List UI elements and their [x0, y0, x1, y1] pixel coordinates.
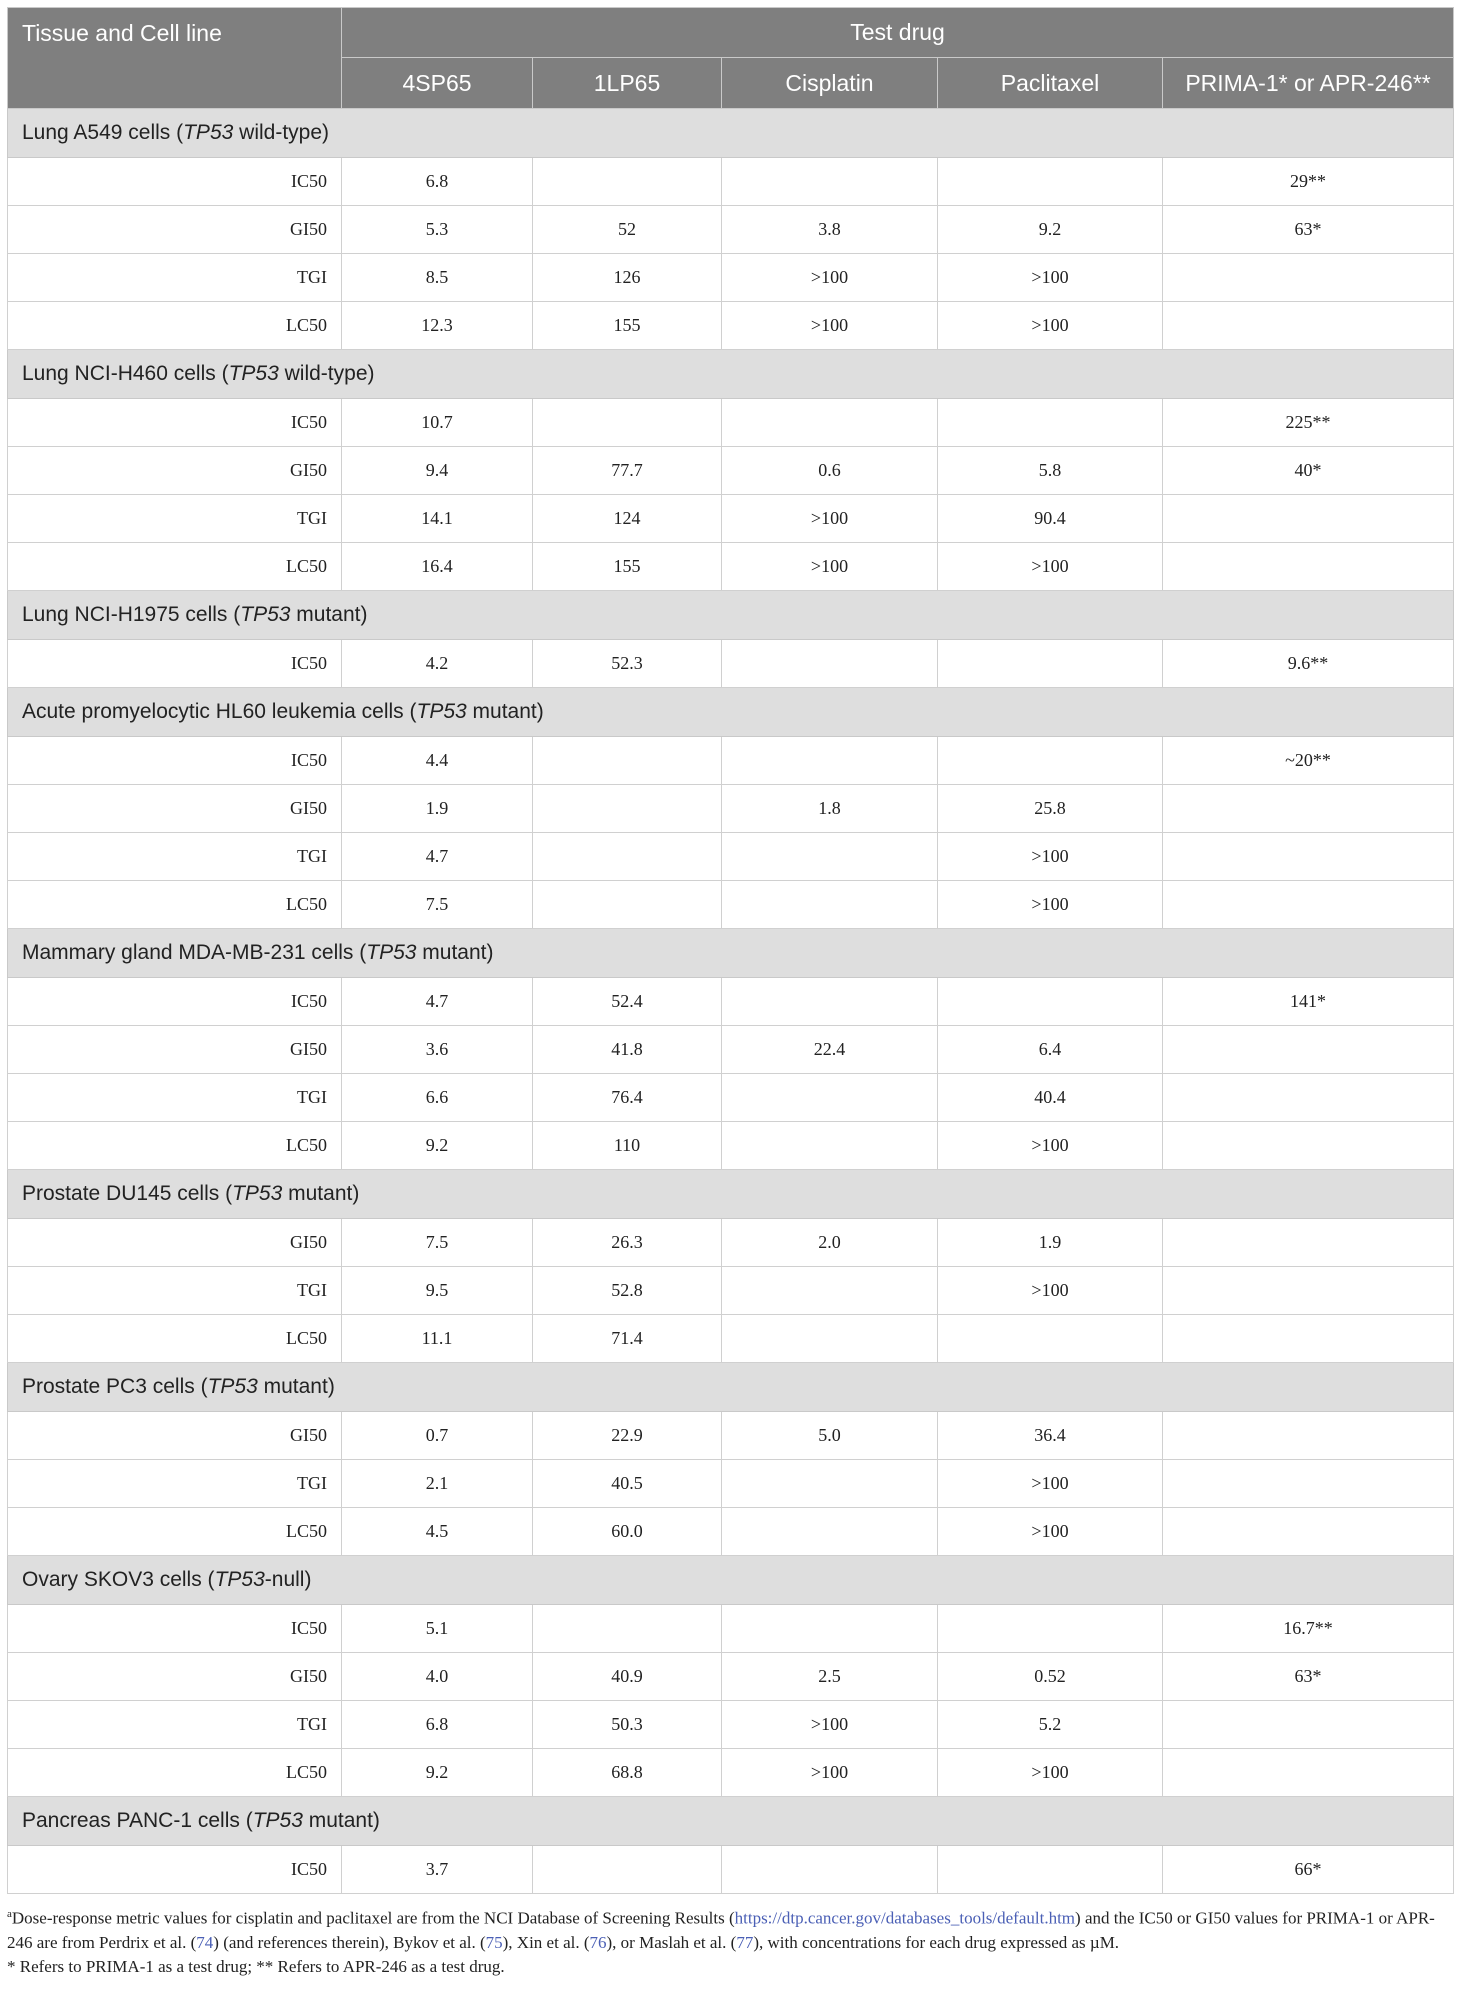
metric-cell: TGI: [8, 495, 342, 543]
section-label-text: mutant): [257, 1375, 335, 1398]
gene-name: TP53: [416, 700, 467, 723]
value-cell: 3.7: [342, 1846, 533, 1894]
metric-cell: IC50: [8, 1605, 342, 1653]
value-cell: [1163, 833, 1454, 881]
value-cell: 155: [533, 543, 722, 591]
value-cell: 41.8: [533, 1026, 722, 1074]
table-row: [8, 1412, 1454, 1460]
gene-name: TP53: [366, 941, 417, 964]
table-row: [8, 206, 1454, 254]
value-cell: 40.5: [533, 1460, 722, 1508]
value-cell: 110: [533, 1122, 722, 1170]
value-cell: [1163, 1267, 1454, 1315]
value-cell: ~20**: [1163, 737, 1454, 785]
value-cell: 14.1: [342, 495, 533, 543]
metric-cell: TGI: [8, 833, 342, 881]
footnote-text: ), or Maslah et al. (: [606, 1932, 737, 1952]
value-cell: 6.8: [342, 158, 533, 206]
value-cell: >100: [722, 1701, 938, 1749]
value-cell: [722, 881, 938, 929]
value-cell: [722, 833, 938, 881]
value-cell: [1163, 785, 1454, 833]
value-cell: >100: [938, 1122, 1163, 1170]
section-row: [8, 1363, 1454, 1412]
section-row: [8, 1170, 1454, 1219]
value-cell: [722, 737, 938, 785]
value-cell: 68.8: [533, 1749, 722, 1797]
table-row: [8, 447, 1454, 495]
section-label-text: Pancreas PANC-1 cells (: [22, 1809, 253, 1832]
metric-cell: TGI: [8, 1074, 342, 1122]
section-label: [8, 109, 1454, 158]
value-cell: 52.4: [533, 978, 722, 1026]
value-cell: [938, 399, 1163, 447]
value-cell: >100: [938, 1508, 1163, 1556]
value-cell: [1163, 543, 1454, 591]
value-cell: 3.6: [342, 1026, 533, 1074]
table-row: [8, 640, 1454, 688]
section-row: [8, 688, 1454, 737]
gene-name: TP53: [232, 1182, 283, 1205]
table-row: [8, 1460, 1454, 1508]
table-row: [8, 1846, 1454, 1894]
header-row-label: Tissue and Cell line: [8, 8, 342, 109]
value-cell: 9.5: [342, 1267, 533, 1315]
value-cell: 5.1: [342, 1605, 533, 1653]
value-cell: 52: [533, 206, 722, 254]
table-body: [8, 109, 1454, 1894]
value-cell: 36.4: [938, 1412, 1163, 1460]
ncidb-link[interactable]: https://dtp.cancer.gov/databases_tools/default.htm: [734, 1908, 1076, 1928]
section-row: [8, 1556, 1454, 1605]
metric-cell: IC50: [8, 399, 342, 447]
table-row: [8, 1026, 1454, 1074]
section-label-text: Mammary gland MDA-MB-231 cells (: [22, 941, 367, 964]
value-cell: [722, 640, 938, 688]
metric-cell: IC50: [8, 737, 342, 785]
section-label-text: Ovary SKOV3 cells (: [22, 1568, 215, 1591]
value-cell: 141*: [1163, 978, 1454, 1026]
value-cell: [1163, 1026, 1454, 1074]
section-label: [8, 1556, 1454, 1605]
value-cell: [938, 158, 1163, 206]
section-label-text: Lung NCI-H460 cells (: [22, 362, 229, 385]
value-cell: >100: [938, 1749, 1163, 1797]
value-cell: 52.3: [533, 640, 722, 688]
metric-cell: GI50: [8, 1653, 342, 1701]
value-cell: 5.3: [342, 206, 533, 254]
gene-name: TP53: [207, 1375, 258, 1398]
section-label-text: Prostate PC3 cells (: [22, 1375, 208, 1398]
value-cell: [533, 737, 722, 785]
value-cell: 0.6: [722, 447, 938, 495]
metric-cell: LC50: [8, 881, 342, 929]
metric-cell: LC50: [8, 302, 342, 350]
value-cell: >100: [938, 302, 1163, 350]
value-cell: 16.7**: [1163, 1605, 1454, 1653]
header-group-label: Test drug: [342, 8, 1454, 58]
value-cell: 8.5: [342, 254, 533, 302]
value-cell: 22.4: [722, 1026, 938, 1074]
value-cell: [1163, 302, 1454, 350]
value-cell: 63*: [1163, 206, 1454, 254]
value-cell: [533, 158, 722, 206]
metric-cell: GI50: [8, 206, 342, 254]
metric-cell: GI50: [8, 1219, 342, 1267]
table-row: [8, 737, 1454, 785]
section-label-text: mutant): [290, 603, 368, 626]
header-drug: Cisplatin: [722, 58, 938, 109]
value-cell: 4.0: [342, 1653, 533, 1701]
section-label: [8, 1170, 1454, 1219]
value-cell: [722, 1315, 938, 1363]
gene-name: TP53: [240, 603, 291, 626]
metric-cell: TGI: [8, 1701, 342, 1749]
value-cell: 1.8: [722, 785, 938, 833]
footnote-legend: * Refers to PRIMA-1 as a test drug; ** Refers to APR-246 as a test drug.: [7, 1956, 505, 1976]
value-cell: >100: [722, 302, 938, 350]
footnote-text: ) (and references therein), Bykov et al. (: [213, 1932, 486, 1952]
value-cell: 29**: [1163, 158, 1454, 206]
value-cell: [722, 1508, 938, 1556]
value-cell: 1.9: [342, 785, 533, 833]
metric-cell: TGI: [8, 1460, 342, 1508]
ref-link[interactable]: 76: [589, 1932, 607, 1952]
metric-cell: GI50: [8, 785, 342, 833]
value-cell: 124: [533, 495, 722, 543]
footnote-marker: a: [7, 1908, 12, 1920]
value-cell: 5.0: [722, 1412, 938, 1460]
metric-cell: LC50: [8, 1315, 342, 1363]
value-cell: 22.9: [533, 1412, 722, 1460]
table-row: [8, 1122, 1454, 1170]
metric-cell: LC50: [8, 1508, 342, 1556]
value-cell: >100: [722, 495, 938, 543]
value-cell: 2.0: [722, 1219, 938, 1267]
table-row: [8, 881, 1454, 929]
metric-cell: LC50: [8, 1122, 342, 1170]
value-cell: [1163, 1315, 1454, 1363]
value-cell: [1163, 1412, 1454, 1460]
header-drug: 1LP65: [533, 58, 722, 109]
drug-response-table: [7, 7, 1454, 1894]
value-cell: 6.4: [938, 1026, 1163, 1074]
value-cell: [1163, 1074, 1454, 1122]
value-cell: [722, 1074, 938, 1122]
data-table-container: [7, 7, 1453, 1894]
value-cell: 2.5: [722, 1653, 938, 1701]
value-cell: 5.2: [938, 1701, 1163, 1749]
value-cell: [722, 978, 938, 1026]
footnote-text: ), Xin et al. (: [502, 1932, 590, 1952]
metric-cell: IC50: [8, 1846, 342, 1894]
value-cell: [533, 833, 722, 881]
value-cell: 66*: [1163, 1846, 1454, 1894]
footnote-text: ) and the IC50 or GI50 values for PRIMA-1 or APR-246 are from Perdrix et al. (: [7, 1908, 1435, 1952]
table-row: [8, 1074, 1454, 1122]
value-cell: 77.7: [533, 447, 722, 495]
section-row: [8, 929, 1454, 978]
value-cell: 40*: [1163, 447, 1454, 495]
value-cell: [1163, 1122, 1454, 1170]
value-cell: >100: [938, 1267, 1163, 1315]
value-cell: 25.8: [938, 785, 1163, 833]
value-cell: [1163, 1749, 1454, 1797]
value-cell: [1163, 254, 1454, 302]
section-label-text: Lung A549 cells (: [22, 121, 184, 144]
value-cell: [1163, 881, 1454, 929]
value-cell: [938, 1846, 1163, 1894]
value-cell: 126: [533, 254, 722, 302]
table-row: [8, 1653, 1454, 1701]
value-cell: [1163, 495, 1454, 543]
value-cell: 155: [533, 302, 722, 350]
value-cell: [938, 1605, 1163, 1653]
value-cell: [533, 785, 722, 833]
gene-name: TP53: [214, 1568, 265, 1591]
value-cell: 7.5: [342, 881, 533, 929]
value-cell: 40.4: [938, 1074, 1163, 1122]
value-cell: [938, 640, 1163, 688]
metric-cell: LC50: [8, 543, 342, 591]
value-cell: [1163, 1508, 1454, 1556]
value-cell: 16.4: [342, 543, 533, 591]
metric-cell: LC50: [8, 1749, 342, 1797]
value-cell: 9.2: [938, 206, 1163, 254]
value-cell: >100: [722, 254, 938, 302]
metric-cell: TGI: [8, 254, 342, 302]
value-cell: 40.9: [533, 1653, 722, 1701]
metric-cell: IC50: [8, 158, 342, 206]
value-cell: 60.0: [533, 1508, 722, 1556]
value-cell: [1163, 1219, 1454, 1267]
section-label-text: Lung NCI-H1975 cells (: [22, 603, 241, 626]
value-cell: [938, 1315, 1163, 1363]
value-cell: [533, 881, 722, 929]
section-label-text: Acute promyelocytic HL60 leukemia cells (: [22, 700, 417, 723]
value-cell: [938, 978, 1163, 1026]
metric-cell: TGI: [8, 1267, 342, 1315]
value-cell: 6.6: [342, 1074, 533, 1122]
metric-cell: IC50: [8, 640, 342, 688]
section-row: [8, 1797, 1454, 1846]
header-drug: PRIMA-1* or APR-246**: [1163, 58, 1454, 109]
table-row: [8, 302, 1454, 350]
value-cell: [722, 1460, 938, 1508]
table-footnotes: [7, 1902, 1453, 1979]
section-label-text: -null): [264, 1568, 312, 1591]
value-cell: 4.7: [342, 978, 533, 1026]
table-row: [8, 1749, 1454, 1797]
section-label: [8, 688, 1454, 737]
value-cell: [722, 1122, 938, 1170]
table-row: [8, 978, 1454, 1026]
gene-name: TP53: [252, 1809, 303, 1832]
value-cell: 9.4: [342, 447, 533, 495]
metric-cell: IC50: [8, 978, 342, 1026]
value-cell: >100: [938, 881, 1163, 929]
value-cell: [533, 1846, 722, 1894]
value-cell: 225**: [1163, 399, 1454, 447]
value-cell: >100: [938, 833, 1163, 881]
value-cell: 71.4: [533, 1315, 722, 1363]
value-cell: [722, 1605, 938, 1653]
table-row: [8, 254, 1454, 302]
value-cell: 2.1: [342, 1460, 533, 1508]
table-row: [8, 1219, 1454, 1267]
table-row: [8, 1315, 1454, 1363]
metric-cell: GI50: [8, 1412, 342, 1460]
value-cell: 4.5: [342, 1508, 533, 1556]
value-cell: [1163, 1460, 1454, 1508]
table-row: [8, 833, 1454, 881]
gene-name: TP53: [228, 362, 279, 385]
gene-name: TP53: [183, 121, 234, 144]
section-row: [8, 350, 1454, 399]
section-label: [8, 929, 1454, 978]
footnote-text: ), with concentrations for each drug expressed as µM.: [753, 1932, 1120, 1952]
table-row: [8, 1701, 1454, 1749]
value-cell: 9.6**: [1163, 640, 1454, 688]
value-cell: 7.5: [342, 1219, 533, 1267]
section-row: [8, 109, 1454, 158]
value-cell: 50.3: [533, 1701, 722, 1749]
value-cell: 6.8: [342, 1701, 533, 1749]
value-cell: 0.7: [342, 1412, 533, 1460]
table-row: [8, 1267, 1454, 1315]
value-cell: 4.7: [342, 833, 533, 881]
value-cell: [938, 737, 1163, 785]
table-row: [8, 158, 1454, 206]
section-label: [8, 1797, 1454, 1846]
section-label-text: wild-type): [233, 121, 330, 144]
value-cell: >100: [938, 254, 1163, 302]
value-cell: [533, 1605, 722, 1653]
section-label-text: mutant): [282, 1182, 360, 1205]
section-label: [8, 1363, 1454, 1412]
value-cell: 63*: [1163, 1653, 1454, 1701]
table-row: [8, 399, 1454, 447]
value-cell: 76.4: [533, 1074, 722, 1122]
footnote-text: Dose-response metric values for cisplatin and paclitaxel are from the NCI Database of Screening Results (: [11, 1908, 735, 1928]
header-drug: Paclitaxel: [938, 58, 1163, 109]
value-cell: [722, 1267, 938, 1315]
value-cell: 52.8: [533, 1267, 722, 1315]
value-cell: [722, 399, 938, 447]
footnote-sources: [7, 1902, 1453, 1955]
value-cell: 11.1: [342, 1315, 533, 1363]
table-row: [8, 1508, 1454, 1556]
section-label-text: wild-type): [278, 362, 375, 385]
table-row: [8, 1605, 1454, 1653]
value-cell: 1.9: [938, 1219, 1163, 1267]
section-label-text: mutant): [302, 1809, 380, 1832]
section-row: [8, 591, 1454, 640]
value-cell: [722, 158, 938, 206]
value-cell: >100: [938, 543, 1163, 591]
ref-link[interactable]: 75: [485, 1932, 503, 1952]
table-row: [8, 785, 1454, 833]
section-label: [8, 350, 1454, 399]
value-cell: [722, 1846, 938, 1894]
value-cell: 9.2: [342, 1749, 533, 1797]
value-cell: 4.4: [342, 737, 533, 785]
header-drug: 4SP65: [342, 58, 533, 109]
value-cell: >100: [938, 1460, 1163, 1508]
value-cell: >100: [722, 543, 938, 591]
ref-link[interactable]: 74: [196, 1932, 214, 1952]
section-label-text: mutant): [466, 700, 544, 723]
metric-cell: GI50: [8, 447, 342, 495]
section-label-text: mutant): [416, 941, 494, 964]
value-cell: >100: [722, 1749, 938, 1797]
value-cell: 9.2: [342, 1122, 533, 1170]
table-row: [8, 495, 1454, 543]
value-cell: 5.8: [938, 447, 1163, 495]
table-row: [8, 543, 1454, 591]
value-cell: [1163, 1701, 1454, 1749]
value-cell: 3.8: [722, 206, 938, 254]
value-cell: 4.2: [342, 640, 533, 688]
section-label-text: Prostate DU145 cells (: [22, 1182, 233, 1205]
value-cell: 26.3: [533, 1219, 722, 1267]
value-cell: 12.3: [342, 302, 533, 350]
value-cell: 90.4: [938, 495, 1163, 543]
ref-link[interactable]: 77: [736, 1932, 754, 1952]
metric-cell: GI50: [8, 1026, 342, 1074]
value-cell: 10.7: [342, 399, 533, 447]
value-cell: [533, 399, 722, 447]
section-label: [8, 591, 1454, 640]
value-cell: 0.52: [938, 1653, 1163, 1701]
